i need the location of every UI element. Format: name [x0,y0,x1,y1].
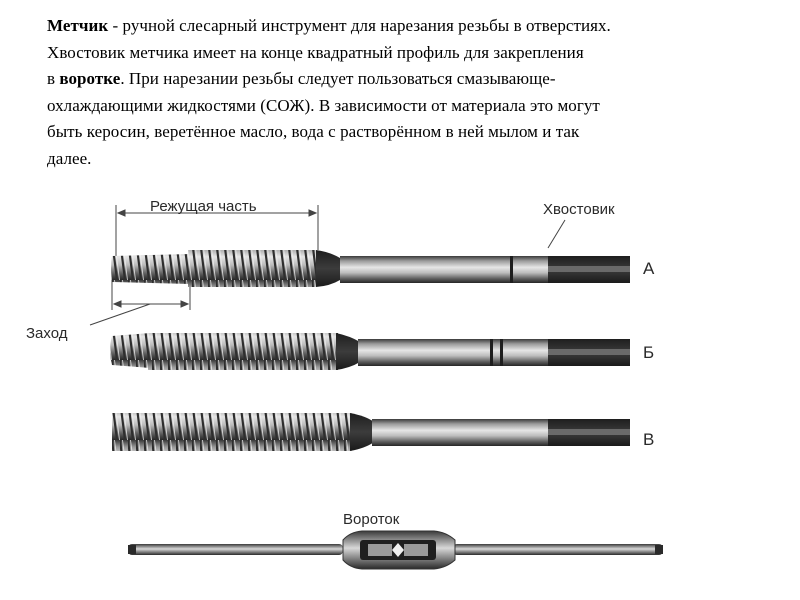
term-metchik: Метчик [47,16,109,35]
text-line-5: быть керосин, веретённое масло, вода с растворённом в ней мылом и так [47,122,580,142]
label-wrench: Вороток [343,511,400,528]
text-line-3: в воротке. При нарезании резьбы следует пользоваться смазывающе- [47,69,556,89]
label-entry: Заход [26,325,68,342]
text-line-2: Хвостовик метчика имеет на конце квадратный профиль для закрепления [47,42,584,62]
tap-wrench [128,531,663,569]
label-tap-b: Б [643,343,655,362]
tap-v [112,413,630,451]
label-tap-v: В [643,430,655,449]
shank-leader-line [548,220,565,248]
term-vorotok: воротке [59,69,121,89]
label-tap-a: А [643,259,655,278]
label-cutting-part: Режущая часть [150,198,257,215]
text-line-4: охлаждающими жидкостями (СОЖ). В зависимости от материала это могут [47,95,600,115]
text-line-6: далее. [47,148,92,168]
tap-a [111,250,630,287]
tap-b [110,333,630,370]
label-shank: Хвостовик [543,201,615,218]
text-line-1: Метчик - ручной слесарный инструмент для нарезания резьбы в отверстиях. [47,16,611,35]
